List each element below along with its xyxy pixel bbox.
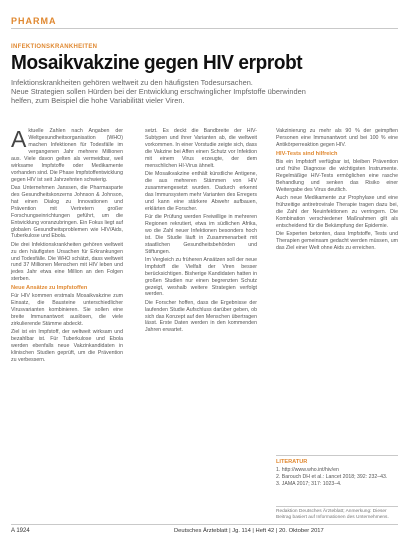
literature-item: 3. JAMA 2017; 317: 1023–4.	[276, 481, 342, 487]
credit-divider	[276, 506, 398, 507]
header-divider	[11, 28, 398, 29]
article-title: Mosaikvakzine gegen HIV erprobt	[11, 52, 303, 74]
page-number: A 1924	[11, 528, 30, 534]
literature-heading: LITERATUR	[276, 459, 308, 465]
body-paragraph: Im Vergleich zu früheren Ansätzen soll der neue Impfstoff die Vielfalt der Viren besser berücksichtigen. Bisherige Kandidaten hatten in großen Studien nur einen begrenzten Schutz gezeigt, weshalb weitere Strategien verfolgt werden.	[145, 256, 257, 298]
body-paragraph: Die Experten betonten, dass Impfstoffe, Tests und Therapien gemeinsam gedacht werden müssen, um das Ziel einer Welt ohne Aids zu erreichen.	[276, 230, 398, 251]
body-paragraph: Die Mosaikvakzine enthält künstliche Antigene, die aus mehreren Stämmen von HIV zusammengesetzt wurden. Dadurch erkennt das Immunsystem mehr Varianten des Erregers und kann eine stärkere Abwehr aufbauen, erklärten die Forscher.	[145, 170, 257, 212]
body-column-1	[11, 128, 123, 365]
literature-item[interactable]: 1. http://www.who.int/hiv/en	[276, 467, 339, 473]
lead-line: Neue Strategien sollen Hürden bei der Entwicklung erschwinglicher Impfstoffe überwinden	[11, 87, 306, 97]
section-label: PHARMA	[11, 16, 57, 26]
body-paragraph: Für HIV kommen erstmals Mosaikvakzine zum Einsatz, die Bausteine unterschiedlicher Virusvarianten kombinieren. Sie sollen eine breite Immunantwort auslösen, die viele zirkulierende Stämme abdeckt.	[11, 293, 123, 328]
body-paragraph: Ziel ist ein Impfstoff, der weltweit wirksam und bezahlbar ist. Für Tuberkulose und Ebola werden ebenfalls neue Vakzinkandidaten in klinischen Studien geprüft, um die Prävention zu verbessern.	[11, 329, 123, 364]
literature-divider	[276, 455, 398, 456]
body-paragraph: Die drei Infektionskrankheiten gehören weltweit zu den häufigsten Ursachen für Erkrankungen und Todesfälle. Die WHO schätzt, dass weltweit rund 37 Millionen Menschen mit HIV leben und jedes Jahr etwa eine Million an den Folgen sterben.	[11, 241, 123, 283]
body-subheading: HIV-Tests sind hilfreich	[276, 150, 338, 157]
body-paragraph	[11, 128, 123, 184]
footer-divider	[11, 524, 398, 525]
article-credit: Redaktion Deutsches Ärzteblatt; Anmerkung: Dieser Beitrag basiert auf Informationen des Unternehmens.	[276, 509, 389, 521]
article-kicker: INFEKTIONSKRANKHEITEN	[11, 44, 98, 50]
body-column-3	[276, 128, 398, 253]
body-column-2	[145, 128, 257, 336]
literature-list	[276, 467, 398, 488]
lead-line: Infektionskrankheiten gehören weltweit zu den häufigsten Todesursachen.	[11, 78, 253, 87]
body-subheading: Neue Ansätze zu Impfstoffen	[11, 285, 88, 292]
journal-citation: Deutsches Ärzteblatt | Jg. 114 | Heft 42 | 20. Oktober 2017	[174, 528, 324, 534]
paragraph-text: ktuelle Zahlen nach Angaben der Weltgesundheitsorganisation (WHO) machen Infektionen für Todesfälle im vergangenen Jahr mehrere Millionen aus. Viele davon gelten als vermeidbar, weil wirksame Impfstoffe oder Medikamente vorhanden sind. Die Phase Impfstoffentwicklung gegen HIV ist seit Jahrzehnten schwierig.	[11, 128, 123, 183]
body-paragraph: Auch neue Medikamente zur Prophylaxe und eine frühzeitige antiretrovirale Therapie tragen dazu bei, die Zahl der Neuinfektionen zu verringern. Die Kombination verschiedener Maßnahmen gilt als entscheidend für die Bekämpfung der Epidemie.	[276, 194, 398, 229]
body-paragraph: setzt. Es deckt die Bandbreite der HIV-Subtypen und ihrer Varianten ab, die weltweit vorkommen. In einer Vorstudie zeigte sich, dass die Vakzine bei Affen einen Schutz vor Infektion mit einem Virus erzeugte, der dem menschlichen HI-Virus ähnelt.	[145, 128, 257, 169]
lead-line: helfen, zum Beispiel die hohe Variabilität vieler Viren.	[11, 96, 185, 106]
body-paragraph: Die Forscher hoffen, dass die Ergebnisse der laufenden Studie Aufschluss darüber geben, ob sich das Konzept auf den Menschen übertragen lässt. Erste Daten werden in den kommenden Jahren erwartet.	[145, 299, 257, 334]
article-lead	[11, 78, 397, 106]
body-paragraph: Bis ein Impfstoff verfügbar ist, bleiben Prävention und frühe Diagnose die wichtigsten Instrumente. Regelmäßige HIV-Tests ermöglichen eine rasche Behandlung und senken das Risiko einer Weitergabe des Virus deutlich.	[276, 158, 398, 193]
body-paragraph: Vakzinierung zu mehr als 90 % der geimpften Personen eine Immunantwort und bei 100 % eine Antikörperreaktion gegen HIV.	[276, 128, 398, 148]
body-paragraph: Das Unternehmen Janssen, die Pharmasparte des Gesundheitskonzerns Johnson & Johnson, hat einen Dialog zu Innovationen und Prävention mit Vertretern großer Forschungseinrichtungen geführt, um die Entwicklung voranzubringen. Ein Fokus liegt auf globalen Gesundheitsproblemen wie HIV/Aids, Tuberkulose und Ebola.	[11, 184, 123, 240]
body-paragraph: Für die Prüfung werden Freiwillige in mehreren Regionen rekrutiert, etwa im südlichen Afrika, wo die Zahl neuer Infektionen besonders hoch ist. Die Studie läuft in Zusammenarbeit mit staatlichen Gesundheitsbehörden und Stiftungen.	[145, 213, 257, 255]
literature-item: 2. Barouch DH et al.: Lancet 2018; 392: 232–43.	[276, 474, 388, 480]
drop-cap: A	[11, 126, 27, 152]
